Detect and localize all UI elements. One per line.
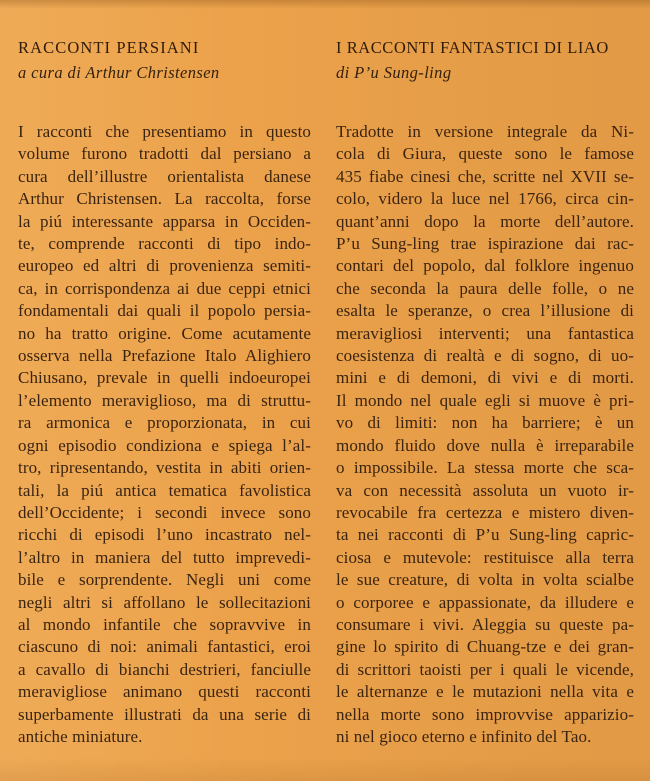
text-line: l’altro in maniera del tutto imprevedi- — [18, 547, 311, 567]
text-line: di scrittori taoisti per i quali le vicende, — [336, 659, 634, 679]
text-line: colo, videro la luce nel 1766, circa cin- — [336, 189, 634, 209]
text-line: Chiusano, prevale in quelli indoeuropei — [18, 368, 311, 388]
text-line: te, comprende racconti di tipo indo- — [18, 234, 311, 254]
text-line: vo di limiti: non ha barriere; è un — [336, 413, 634, 433]
text-line: dell’Occidente; i secondi invece sono — [18, 502, 311, 522]
left-column-title: RACCONTI PERSIANI — [18, 38, 200, 57]
text-line: fondamentali dai quali il popolo persia- — [18, 301, 311, 321]
right-column — [336, 36, 634, 748]
text-line: consumare i vivi. Aleggia su queste pa- — [336, 614, 634, 634]
text-line: mini e di demoni, di vivi e di morti. — [336, 368, 634, 388]
text-line: ogni episodio condiziona e spiega l’al- — [18, 435, 311, 455]
text-line: meravigliosi interventi; una fantastica — [336, 323, 634, 343]
text-line: l’elemento meraviglioso, ma di struttu- — [18, 390, 311, 410]
text-line: tro, ripresentando, vestita in abiti orien- — [18, 458, 311, 478]
text-line: Arthur Christensen. La raccolta, forse — [18, 189, 311, 209]
text-line: ni nel gioco eterno e infinito del Tao. — [336, 726, 592, 746]
right-column-title: I RACCONTI FANTASTICI DI LIAO — [336, 38, 609, 57]
text-line: 435 fiabe cinesi che, scritte nel XVII se- — [336, 166, 634, 186]
text-line: gine lo spirito di Chuang-tze e dei gran- — [336, 637, 634, 657]
text-line: la piú interessante apparsa in Occiden- — [18, 211, 311, 231]
text-line: Il mondo nel quale egli si muove è pri- — [336, 390, 634, 410]
text-line: negli altri si affollano le sollecitazioni — [18, 592, 311, 612]
text-line: mondo fluido dove nulla è irreparabile — [336, 435, 634, 455]
text-line: europeo ed altri di provenienza semiti- — [18, 256, 311, 276]
text-line: superbamente illustrati da una serie di — [18, 704, 311, 724]
text-line: volume furono tradotti dal persiano a — [18, 144, 311, 164]
text-line: no ha tratto origine. Come acutamente — [18, 323, 311, 343]
text-line: ciosa e mutevole: restituisce alla terra — [336, 547, 634, 567]
text-line: ciascuno di noi: animali fantastici, eroi — [18, 637, 311, 657]
text-line: al mondo infantile che sopravvive in — [18, 614, 311, 634]
text-line: contari del popolo, dal folklore ingenuo — [336, 256, 634, 276]
text-line: cola di Giura, queste sono le famose — [336, 144, 634, 164]
text-line: che seconda la paura delle folle, o ne — [336, 278, 634, 298]
text-line: esalta le speranze, o crea l’illusione di — [336, 301, 634, 321]
text-line: le alternanze e le mutazioni nella vita e — [336, 682, 634, 702]
text-line: revocabile fra certezza e mistero diven- — [336, 502, 634, 522]
left-column — [18, 36, 311, 748]
right-column-body-text — [336, 121, 634, 748]
text-line: ta nei racconti di P’u Sung-ling capric- — [336, 525, 634, 545]
text-line: bile e sorprendente. Negli uni come — [18, 570, 311, 590]
text-line: quant’anni dopo la morte dell’autore. — [336, 211, 634, 231]
text-line: I racconti che presentiamo in questo — [18, 122, 311, 141]
text-line: coesistenza di realtà e di sogno, di uo- — [336, 346, 634, 366]
left-column-body-text — [18, 121, 311, 748]
text-line: tali, la piú antica tematica favolistica — [18, 480, 311, 500]
right-column-subtitle: di P’u Sung-ling — [336, 63, 452, 82]
text-line: antiche miniature. — [18, 726, 143, 746]
text-line: o impossibile. La stessa morte che sca- — [336, 458, 634, 478]
text-line: ca, in corrispondenza ai due ceppi etnici — [18, 278, 311, 298]
text-line: a cavallo di bianchi destrieri, fanciulle — [18, 659, 311, 679]
text-line: ra armonica e proporzionata, in cui — [18, 413, 311, 433]
text-line: osserva nella Prefazione Italo Alighiero — [18, 346, 311, 366]
text-line: cura dell’illustre orientalista danese — [18, 166, 311, 186]
text-line: ricchi di episodi l’uno incastrato nel- — [18, 525, 311, 545]
text-line: nella morte sono improvvise apparizio- — [336, 704, 634, 724]
text-line: va con necessità assoluta un vuoto ir- — [336, 480, 634, 500]
text-line: le sue creature, di volta in volta scialbe — [336, 570, 634, 590]
text-line: Tradotte in versione integrale da Ni- — [336, 122, 634, 141]
text-line: P’u Sung-ling trae ispirazione dai rac- — [336, 234, 634, 254]
text-line: meravigliose animano questi racconti — [18, 682, 311, 702]
left-column-subtitle: a cura di Arthur Christensen — [18, 63, 220, 82]
text-line: o corporee e appassionate, da illudere e — [336, 592, 634, 612]
